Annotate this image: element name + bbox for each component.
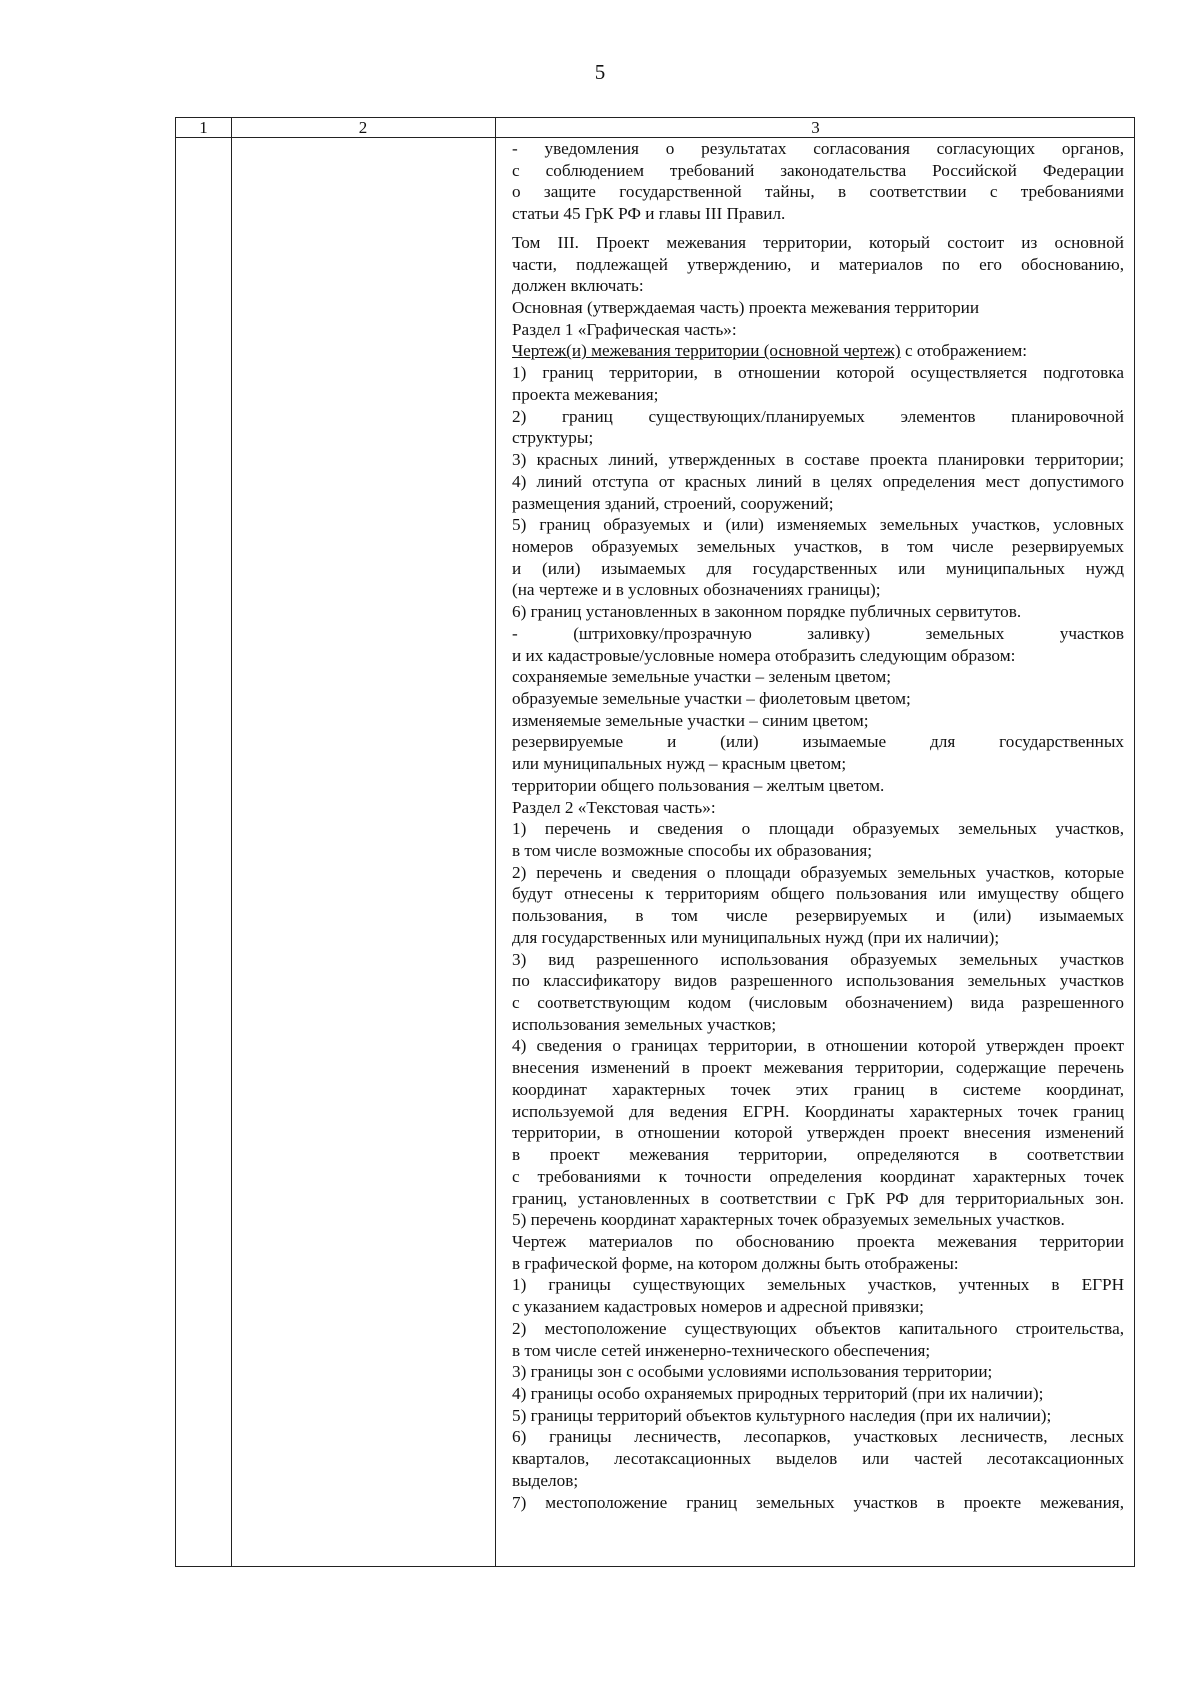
text-line: (на чертеже и в условных обозначениях границы); — [512, 580, 881, 600]
text-line: в том числе возможные способы их образования; — [512, 841, 873, 860]
text-line: 3) границы зон с особыми условиями использования территории; — [512, 1362, 993, 1382]
text-line: территории, в отношении которой утвержден проект внесения изменений — [512, 1123, 1124, 1143]
text-line: Основная (утверждаемая часть) проекта межевания территории — [512, 298, 980, 318]
document-table — [175, 117, 1135, 1567]
column-divider — [495, 118, 496, 1566]
text-line: образуемые земельные участки – фиолетовым цветом; — [512, 688, 911, 708]
text-line: о защите государственной тайны, в соответствии с требованиями — [512, 182, 1124, 202]
text-line: проекта межевания; — [512, 384, 659, 404]
text-line: в том числе сетей инженерно-технического обеспечения; — [512, 1340, 931, 1360]
text-line: с соблюдением требований законодательства Российской Федерации — [512, 160, 1124, 180]
text-line: Раздел 1 «Графическая часть»: — [512, 319, 737, 339]
text-line: 5) границы территорий объектов культурного наследия (при их наличии); — [512, 1405, 1052, 1425]
text-line: Чертеж материалов по обоснованию проекта межевания территории — [512, 1231, 1124, 1251]
text-line: территории общего пользования – желтым цветом. — [512, 775, 885, 795]
text-line: статьи 45 ГрК РФ и главы III Правил. — [512, 204, 786, 224]
underlined-text: Чертеж(и) межевания территории (основной чертеж) — [512, 341, 901, 361]
text-line: 4) границы особо охраняемых природных территорий (при их наличии); — [512, 1383, 1044, 1403]
text-line: с указанием кадастровых номеров и адресной привязки; — [512, 1297, 924, 1317]
text-line: пользования, в том числе резервируемых и (или) изымаемых — [512, 906, 1124, 926]
text-line: 1) границы существующих земельных участков, учтенных в ЕГРН — [512, 1275, 1124, 1295]
text-line: используемой для ведения ЕГРН. Координаты характерных точек границ — [512, 1101, 1124, 1121]
text-line: координат характерных точек этих границ в системе координат, — [512, 1079, 1124, 1099]
text-line: номеров образуемых земельных участков, в том числе резервируемых — [512, 536, 1124, 556]
text-line: для государственных или муниципальных нужд (при их наличии); — [512, 927, 1000, 947]
text-line — [512, 340, 1124, 362]
text-line: с требованиями к точности определения координат характерных точек — [512, 1166, 1124, 1186]
text-fragment: с отображением: — [900, 341, 1028, 361]
text-line: в проект межевания территории, определяются в соответствии — [512, 1145, 1124, 1165]
text-line: 1) перечень и сведения о площади образуемых земельных участков, — [512, 819, 1124, 839]
text-line: 2) перечень и сведения о площади образуемых земельных участков, которые — [512, 862, 1124, 882]
text-line: 6) границ установленных в законном порядке публичных сервитутов. — [512, 602, 1022, 622]
text-line: и их кадастровые/условные номера отобразить следующим образом: — [512, 645, 1016, 665]
text-line: - (штриховку/прозрачную заливку) земельных участков — [512, 623, 1124, 643]
text-line: 6) границы лесничеств, лесопарков, участковых лесничеств, лесных — [512, 1427, 1124, 1447]
text-line: внесения изменений в проект межевания территории, содержащие перечень — [512, 1058, 1124, 1078]
text-line: 7) местоположение границ земельных участков в проекте межевания, — [512, 1492, 1124, 1512]
text-line: структуры; — [512, 428, 594, 448]
text-line: Том III. Проект межевания территории, который состоит из основной — [512, 232, 1124, 252]
paragraph-gap — [512, 225, 1124, 232]
text-line: сохраняемые земельные участки – зеленым цветом; — [512, 667, 892, 687]
column-header-2: 2 — [358, 118, 368, 137]
text-line: резервируемые и (или) изымаемые для государственных — [512, 732, 1124, 752]
text-line: 4) линий отступа от красных линий в целях определения мест допустимого — [512, 471, 1124, 491]
text-line: или муниципальных нужд – красным цветом; — [512, 754, 847, 774]
text-line: использования земельных участков; — [512, 1014, 777, 1034]
page-number: 5 — [594, 60, 606, 84]
text-line: границ, установленных в соответствии с ГрК РФ для территориальных зон. — [512, 1188, 1124, 1208]
text-line: - уведомления о результатах согласования согласующих органов, — [512, 139, 1124, 158]
text-line: выделов; — [512, 1470, 579, 1490]
text-line: 5) перечень координат характерных точек образуемых земельных участков. — [512, 1210, 1065, 1230]
text-line: по классификатору видов разрешенного использования земельных участков — [512, 971, 1124, 991]
text-line: должен включать: — [512, 276, 644, 296]
text-line: в графической форме, на котором должны быть отображены: — [512, 1253, 959, 1273]
text-line: и (или) изымаемых для государственных или муниципальных нужд — [512, 558, 1124, 578]
text-line: будут отнесены к территориям общего пользования или имуществу общего — [512, 884, 1124, 904]
text-line: 3) красных линий, утвержденных в составе проекта планировки территории; — [512, 450, 1124, 470]
text-line: 4) сведения о границах территории, в отношении которой утвержден проект — [512, 1036, 1124, 1056]
text-line: кварталов, лесотаксационных выделов или частей лесотаксационных — [512, 1449, 1124, 1469]
text-line: изменяемые земельные участки – синим цветом; — [512, 710, 869, 730]
text-line: Раздел 2 «Текстовая часть»: — [512, 797, 716, 817]
text-line: размещения зданий, строений, сооружений; — [512, 493, 834, 513]
text-line: 2) местоположение существующих объектов капитального строительства, — [512, 1318, 1124, 1338]
column-3-content — [512, 138, 1124, 1513]
text-line: 1) границ территории, в отношении которой осуществляется подготовка — [512, 363, 1124, 383]
text-line: с соответствующим кодом (числовым обозначением) вида разрешенного — [512, 993, 1124, 1013]
text-line: 5) границ образуемых и (или) изменяемых земельных участков, условных — [512, 515, 1124, 535]
text-line: части, подлежащей утверждению, и материалов по его обоснованию, — [512, 254, 1124, 274]
text-line: 2) границ существующих/планируемых элементов планировочной — [512, 406, 1124, 426]
text-line: 3) вид разрешенного использования образуемых земельных участков — [512, 949, 1124, 969]
column-header-1: 1 — [199, 118, 208, 137]
column-divider — [231, 118, 232, 1566]
column-header-3: 3 — [811, 118, 820, 137]
